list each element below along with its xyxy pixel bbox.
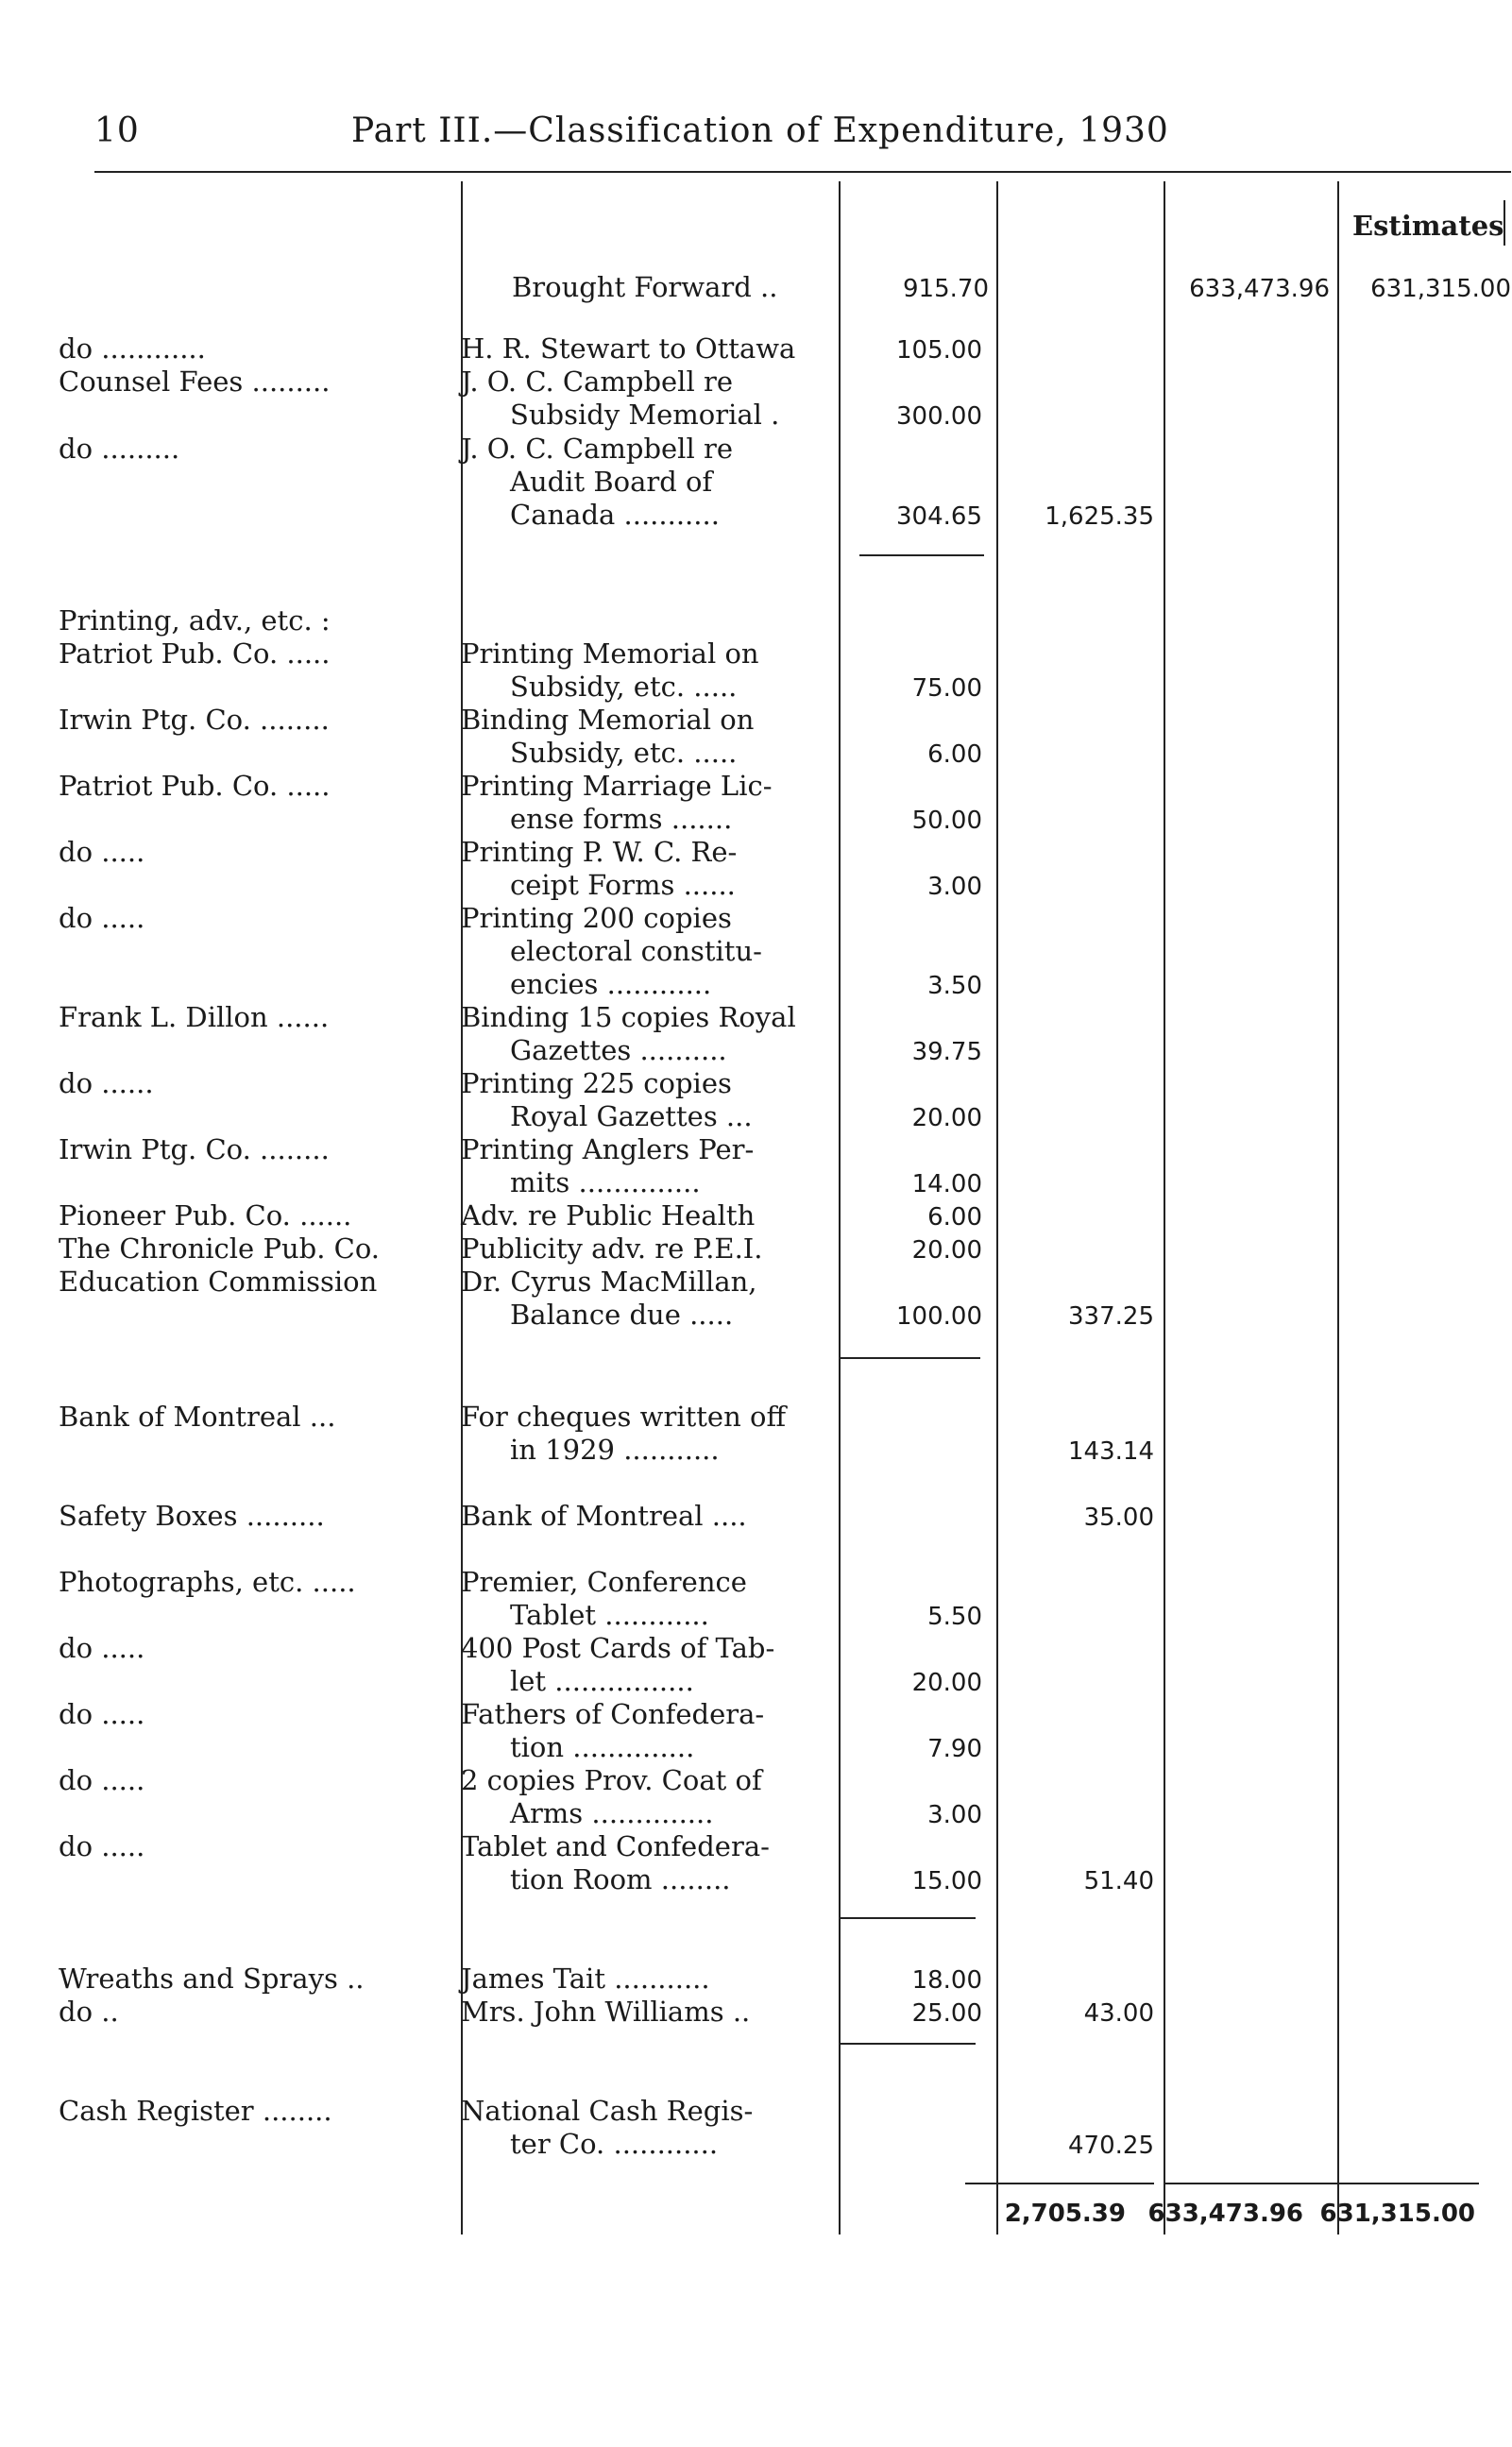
description-cell: Printing P. W. C. Re- (461, 836, 738, 868)
amount-cell: 75.00 (911, 674, 982, 703)
payee-cell: Bank of Montreal ... (59, 1401, 336, 1433)
payee-cell: do ..... (59, 836, 145, 868)
description-cell: Adv. re Public Health (461, 1199, 756, 1232)
header-rule (94, 171, 1511, 173)
description-cell: tion Room ........ (510, 1863, 731, 1895)
payee-cell: do ..... (59, 1698, 145, 1730)
amount-cell: 3.50 (927, 972, 982, 1000)
page-title: Part III.—Classification of Expenditure, 1930 (351, 111, 1169, 150)
page-number: 10 (94, 111, 140, 150)
payee-cell: Wreaths and Sprays .. (59, 1963, 365, 1995)
subtotal-rule (839, 1357, 980, 1359)
amount-cell: 6.00 (927, 1203, 982, 1232)
payee-cell: Patriot Pub. Co. ..... (59, 770, 331, 802)
description-cell: Tablet ............ (510, 1599, 709, 1631)
description-cell: Royal Gazettes ... (510, 1100, 753, 1132)
description-cell: Gazettes .......... (510, 1034, 727, 1066)
amount-cell: 7.90 (927, 1735, 982, 1763)
payee-cell: do .. (59, 1996, 119, 2028)
description-cell: National Cash Regis- (461, 2095, 754, 2127)
amount-cell: 100.00 (896, 1302, 982, 1331)
amount-cell: 3.00 (927, 873, 982, 901)
description-cell: Printing Marriage Lic- (461, 770, 773, 802)
amount-cell: 18.00 (911, 1966, 982, 1995)
amount-cell: 300.00 (896, 402, 982, 431)
description-cell: Balance due ..... (510, 1299, 734, 1331)
total-rule (1164, 2183, 1337, 2184)
payee-cell: Safety Boxes ......... (59, 1500, 325, 1532)
payee-cell: do ..... (59, 1830, 145, 1862)
subtotal-cell: 35.00 (1083, 1504, 1154, 1532)
description-cell: H. R. Stewart to Ottawa (461, 332, 796, 365)
payee-cell: The Chronicle Pub. Co. (59, 1232, 380, 1265)
description-cell: Premier, Conference (461, 1566, 747, 1598)
description-cell: in 1929 ........... (510, 1434, 720, 1466)
total-rule (965, 2183, 1154, 2184)
subtotal-cell: 1,625.35 (1045, 502, 1154, 531)
description-cell: ense forms ....... (510, 803, 733, 835)
description-cell: Bank of Montreal .... (461, 1500, 747, 1532)
payee-cell: Frank L. Dillon ...... (59, 1001, 330, 1033)
description-cell: Binding 15 copies Royal (461, 1001, 796, 1033)
description-cell: James Tait ........... (461, 1963, 710, 1995)
column-rule (996, 181, 998, 2235)
description-cell: Fathers of Confedera- (461, 1698, 765, 1730)
description-cell: J. O. C. Campbell re (461, 365, 733, 398)
subtotal-cell: 337.25 (1068, 1302, 1154, 1331)
description-cell: Printing Memorial on (461, 637, 759, 670)
description-cell: tion .............. (510, 1731, 695, 1763)
payee-cell: Education Commission (59, 1266, 378, 1298)
amount-cell: 15.00 (911, 1867, 982, 1895)
brought-forward-col5: 631,315.00 (1370, 275, 1511, 303)
description-cell: Publicity adv. re P.E.I. (461, 1232, 763, 1265)
subtotal-cell: 470.25 (1068, 2132, 1154, 2160)
subtotal-cell: 143.14 (1068, 1437, 1154, 1466)
description-cell: Canada ........... (510, 499, 720, 531)
subtotal-cell: 51.40 (1083, 1867, 1154, 1895)
amount-cell: 39.75 (911, 1038, 982, 1066)
description-cell: Printing 225 copies (461, 1067, 732, 1099)
payee-cell: do ..... (59, 1764, 145, 1796)
description-cell: Subsidy, etc. ..... (510, 737, 738, 769)
amount-cell: 20.00 (911, 1104, 982, 1132)
subtotal-cell: 43.00 (1083, 1999, 1154, 2028)
payee-cell: Photographs, etc. ..... (59, 1566, 356, 1598)
description-cell: Audit Board of (510, 466, 713, 498)
description-cell: 2 copies Prov. Coat of (461, 1764, 762, 1796)
column-rule (1164, 181, 1165, 2235)
brought-forward-amount: 915.70 (903, 275, 989, 303)
payee-cell: Irwin Ptg. Co. ........ (59, 704, 330, 736)
payee-cell: Printing, adv., etc. : (59, 604, 331, 637)
description-cell: encies ............ (510, 968, 712, 1000)
payee-cell: Cash Register ........ (59, 2095, 332, 2127)
payee-cell: do ............ (59, 332, 206, 365)
amount-cell: 20.00 (911, 1236, 982, 1265)
amount-cell: 20.00 (911, 1669, 982, 1697)
payee-cell: do ......... (59, 433, 180, 465)
description-cell: let ................ (510, 1665, 694, 1697)
estimates-heading: Estimates (1352, 210, 1504, 242)
payee-cell: Patriot Pub. Co. ..... (59, 637, 331, 670)
description-cell: Subsidy Memorial . (510, 399, 780, 431)
total-col5: 631,315.00 (1319, 2200, 1475, 2228)
description-cell: For cheques written off (461, 1401, 787, 1433)
description-cell: Printing 200 copies (461, 902, 732, 934)
total-rule (1337, 2183, 1479, 2184)
description-cell: ceipt Forms ...... (510, 869, 736, 901)
payee-cell: do ..... (59, 1632, 145, 1664)
amount-cell: 5.50 (927, 1603, 982, 1631)
amount-cell: 50.00 (911, 807, 982, 835)
payee-cell: do ..... (59, 902, 145, 934)
subtotal-rule (859, 554, 984, 556)
description-cell: Tablet and Confedera- (461, 1830, 770, 1862)
total-col4: 633,473.96 (1147, 2200, 1303, 2228)
description-cell: 400 Post Cards of Tab- (461, 1632, 775, 1664)
brought-forward-label: Brought Forward .. (512, 271, 778, 303)
brought-forward-col4: 633,473.96 (1189, 275, 1330, 303)
description-cell: J. O. C. Campbell re (461, 433, 733, 465)
amount-cell: 105.00 (896, 336, 982, 365)
amount-cell: 3.00 (927, 1801, 982, 1829)
amount-cell: 25.00 (911, 1999, 982, 2028)
description-cell: mits .............. (510, 1166, 701, 1198)
payee-cell: Pioneer Pub. Co. ...... (59, 1199, 352, 1232)
description-cell: Binding Memorial on (461, 704, 755, 736)
subtotal-rule (839, 1917, 976, 1919)
description-cell: Dr. Cyrus MacMillan, (461, 1266, 757, 1298)
total-col3: 2,705.39 (1004, 2200, 1126, 2228)
description-cell: Mrs. John Williams .. (461, 1996, 751, 2028)
amount-cell: 6.00 (927, 740, 982, 769)
column-rule (1337, 181, 1339, 2235)
amount-cell: 304.65 (896, 502, 982, 531)
description-cell: Subsidy, etc. ..... (510, 671, 738, 703)
subtotal-rule (839, 2043, 976, 2045)
description-cell: ter Co. ............ (510, 2128, 719, 2160)
description-cell: Printing Anglers Per- (461, 1133, 755, 1165)
payee-cell: Counsel Fees ......... (59, 365, 331, 398)
amount-cell: 14.00 (911, 1170, 982, 1198)
description-cell: electoral constitu- (510, 935, 762, 967)
description-cell: Arms .............. (510, 1797, 714, 1829)
payee-cell: Irwin Ptg. Co. ........ (59, 1133, 330, 1165)
payee-cell: do ...... (59, 1067, 154, 1099)
